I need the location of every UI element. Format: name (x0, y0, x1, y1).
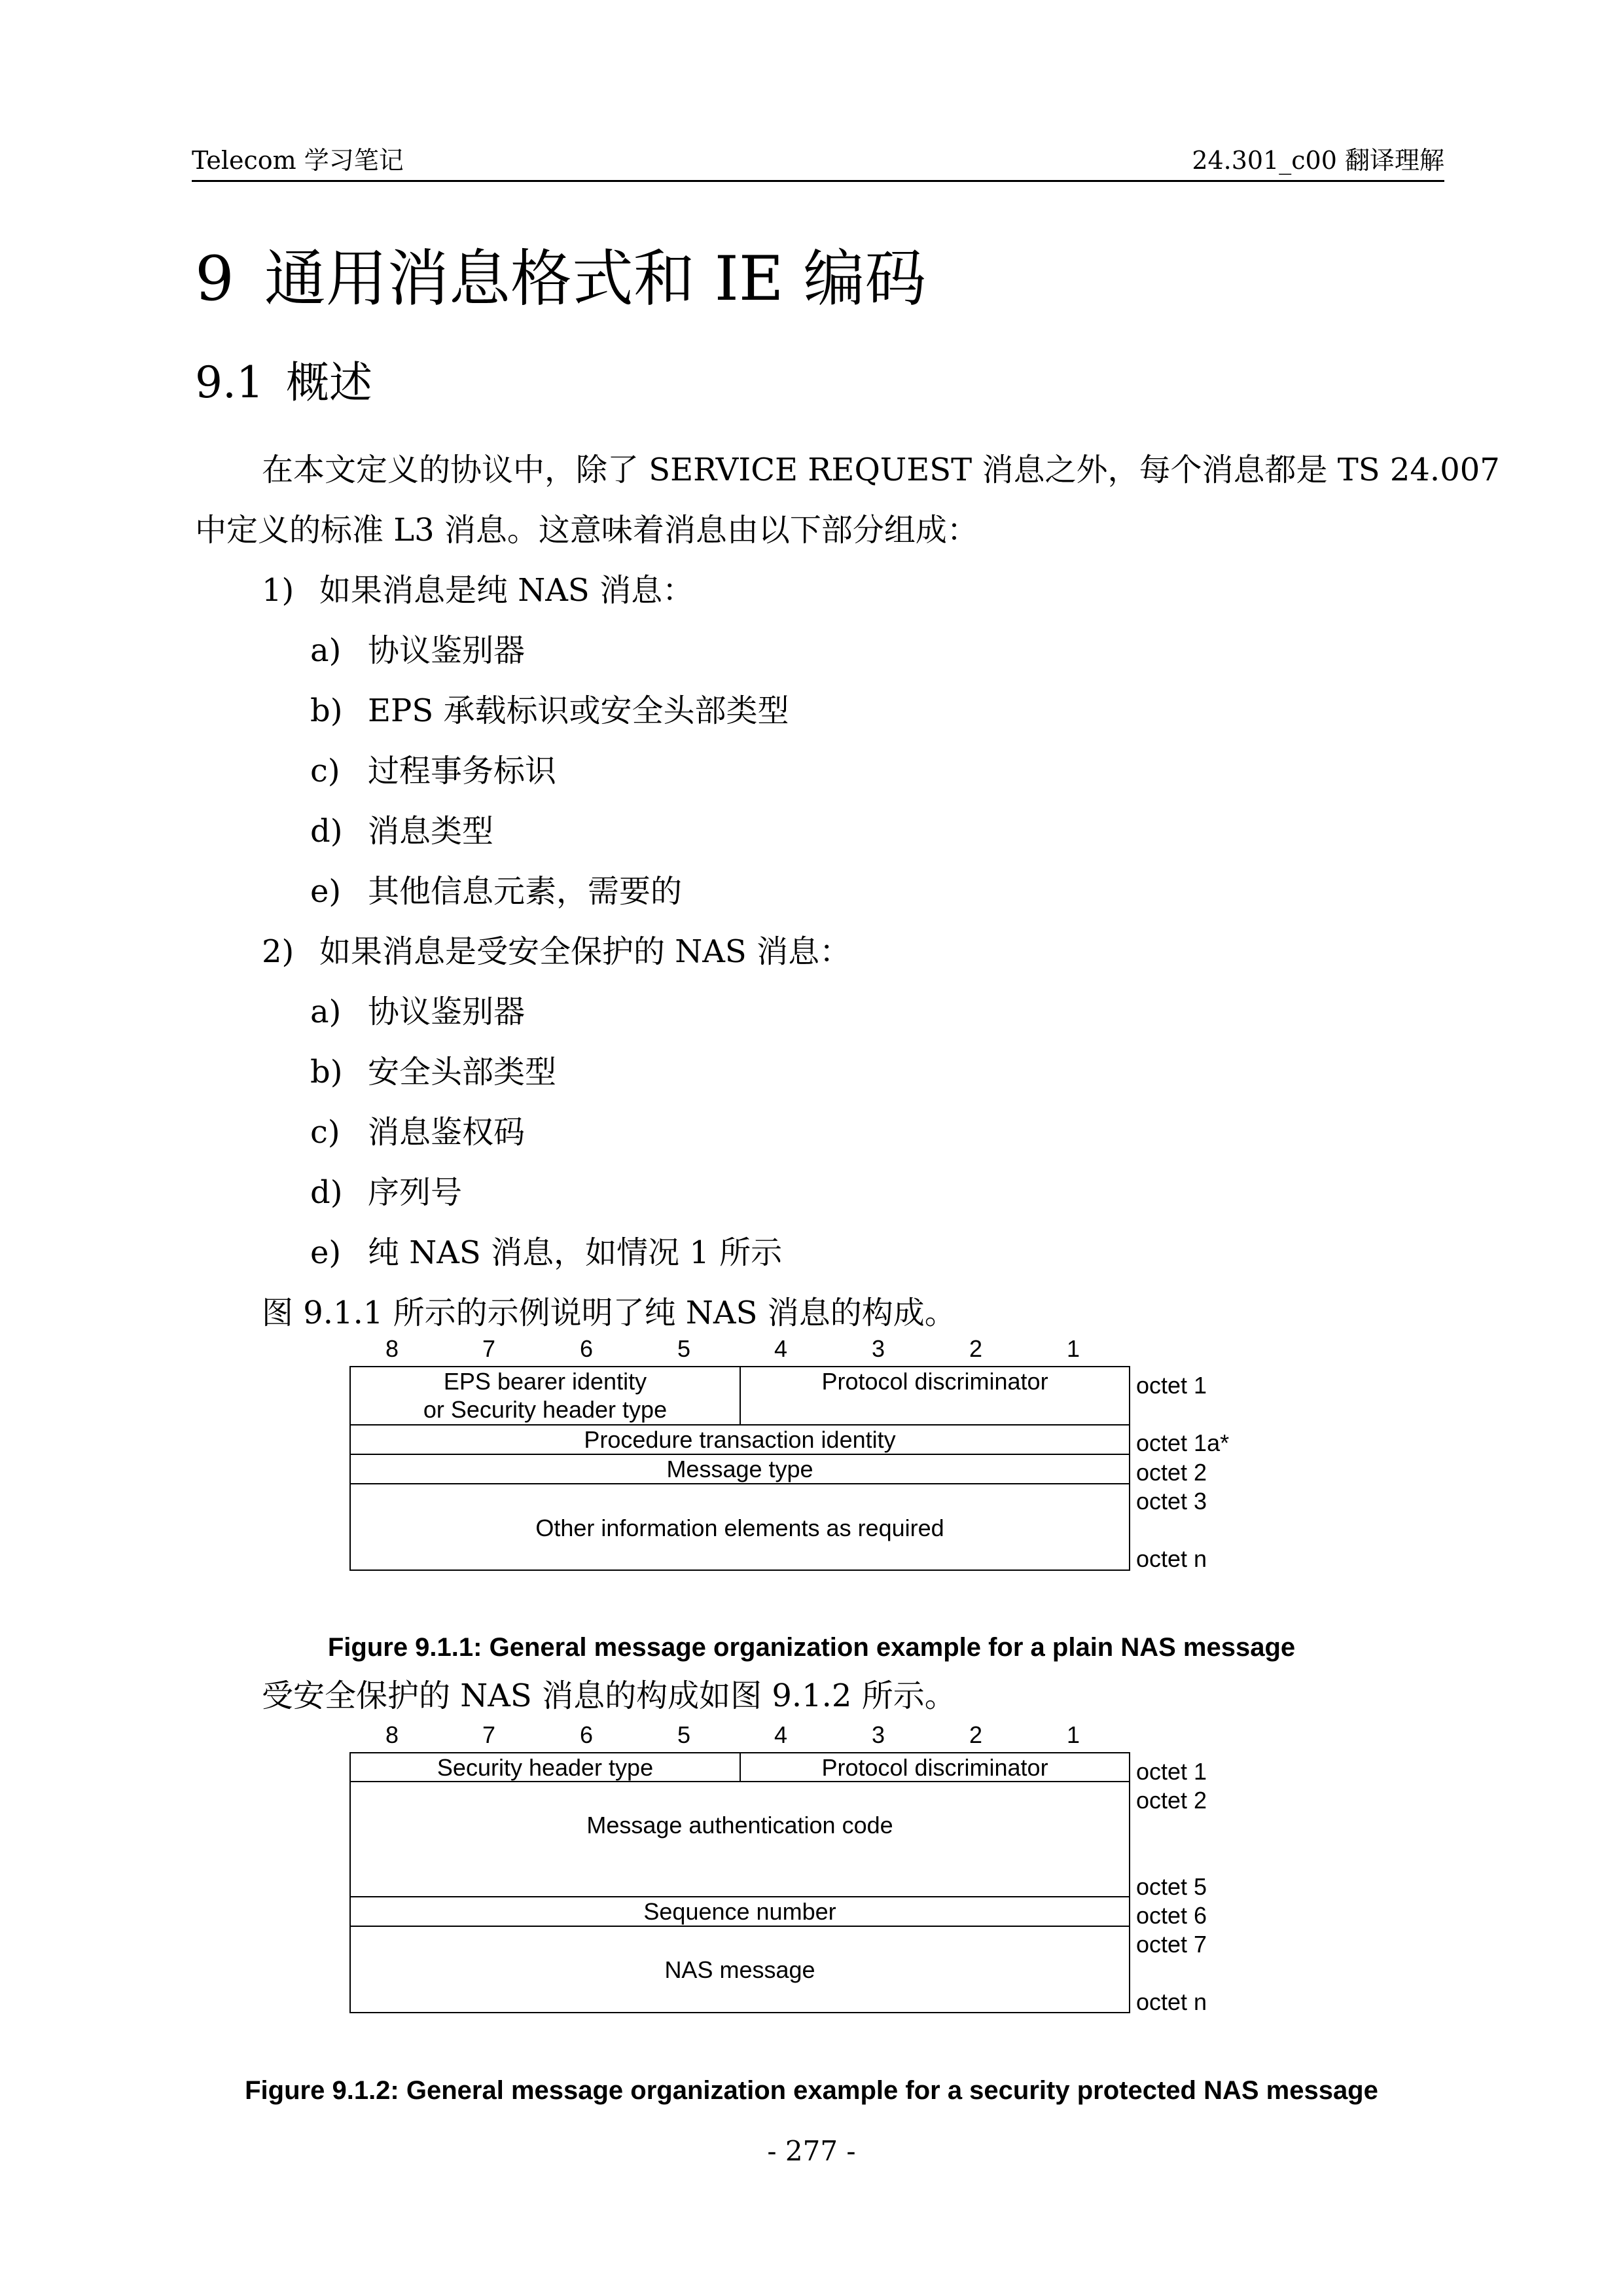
list-text: 其他信息元素，需要的 (368, 873, 683, 910)
figure1-cell-pti: Procedure transaction identity (584, 1426, 896, 1453)
bit-number: 6 (579, 1721, 594, 1748)
list-marker: a) (310, 632, 342, 669)
octet-label: octet 2 (1136, 1787, 1207, 1814)
octet-label: octet 7 (1136, 1931, 1207, 1958)
figure2-cell-security-header-type: Security header type (437, 1754, 654, 1781)
bit-number: 4 (774, 1721, 788, 1748)
bit-number: 4 (774, 1335, 788, 1362)
list-text: 协议鉴别器 (368, 994, 526, 1030)
list-text: 安全头部类型 (368, 1054, 557, 1090)
figure1-caption: Figure 9.1.1: General message organization example for a plain NAS message (327, 1633, 1296, 1662)
octet-label: octet n (1136, 1545, 1207, 1572)
list-text: 如果消息是纯 NAS 消息： (319, 572, 694, 609)
bit-number: 6 (579, 1335, 594, 1362)
figure2-cell-mac: Message authentication code (586, 1812, 893, 1839)
figure1-cell-eps-bearer (351, 1367, 740, 1424)
bit-number: 2 (969, 1335, 983, 1362)
chapter-heading (195, 243, 927, 315)
octet-label: octet 1 (1136, 1372, 1207, 1399)
list-marker: 2) (262, 933, 294, 970)
octet-label: octet 2 (1136, 1459, 1207, 1486)
list-text: 如果消息是受安全保护的 NAS 消息： (319, 933, 851, 970)
octet-label: octet 1 (1136, 1758, 1207, 1785)
bit-number: 1 (1066, 1721, 1080, 1748)
header-rule (192, 180, 1444, 182)
list-text: 序列号 (368, 1174, 463, 1211)
section-heading (195, 357, 372, 408)
list-marker: c) (310, 753, 340, 789)
figure1-intro: 图 9.1.1 所示的示例说明了纯 NAS 消息的构成。 (262, 1295, 956, 1331)
list-marker: a) (310, 994, 342, 1030)
octet-label: octet 1a* (1136, 1429, 1230, 1456)
cell-line: EPS bearer identity (443, 1368, 647, 1395)
list-marker: d) (310, 1174, 343, 1211)
running-header-left: Telecom 学习笔记 (192, 146, 404, 175)
bit-number: 3 (871, 1335, 885, 1362)
list-marker: b) (310, 692, 343, 729)
figure1-cell-message-type: Message type (666, 1456, 813, 1482)
bit-number: 1 (1066, 1335, 1080, 1362)
bit-number: 7 (482, 1721, 496, 1748)
intro-line-2: 中定义的标准 L3 消息。这意味着消息由以下部分组成： (195, 512, 978, 548)
figure2-cell-protocol-discriminator: Protocol discriminator (821, 1754, 1048, 1781)
list-marker: d) (310, 813, 343, 850)
cell-line: or Security header type (423, 1396, 668, 1423)
figure2-cell-nas-message: NAS message (664, 1956, 815, 1983)
bit-number: 2 (969, 1721, 983, 1748)
octet-label: octet n (1136, 1988, 1207, 2015)
running-header-right: 24.301_c00 翻译理解 (1192, 146, 1444, 175)
bit-number: 5 (677, 1335, 691, 1362)
list-text: 协议鉴别器 (368, 632, 526, 669)
figure2-cell-sequence-number: Sequence number (643, 1898, 836, 1925)
bit-number: 8 (385, 1721, 399, 1748)
section-number: 9.1 (195, 357, 264, 408)
list-text: EPS 承载标识或安全头部类型 (368, 692, 789, 729)
figure1-cell-other-ies: Other information elements as required (535, 1515, 944, 1541)
list-marker: c) (310, 1114, 340, 1151)
octet-label: octet 5 (1136, 1873, 1207, 1900)
list-text: 纯 NAS 消息，如情况 1 所示 (368, 1234, 783, 1271)
bit-number: 3 (871, 1721, 885, 1748)
list-text: 消息类型 (368, 813, 494, 850)
list-marker: e) (310, 873, 342, 910)
page-number: - 277 - (767, 2135, 856, 2167)
figure1-divider (350, 1483, 1130, 1484)
bit-number: 8 (385, 1335, 399, 1362)
list-marker: e) (310, 1234, 342, 1271)
chapter-title: 通用消息格式和 IE 编码 (264, 243, 927, 315)
octet-label: octet 3 (1136, 1488, 1207, 1515)
list-marker: 1) (262, 572, 294, 609)
list-marker: b) (310, 1054, 343, 1090)
figure2-caption: Figure 9.1.2: General message organization example for a security protected NAS message (245, 2076, 1378, 2105)
octet-label: octet 6 (1136, 1902, 1207, 1929)
chapter-number: 9 (195, 243, 234, 315)
section-title: 概述 (285, 357, 372, 408)
figure1-cell-protocol-discriminator: Protocol discriminator (821, 1368, 1048, 1395)
bit-number: 5 (677, 1721, 691, 1748)
list-text: 过程事务标识 (368, 753, 557, 789)
figure2-intro: 受安全保护的 NAS 消息的构成如图 9.1.2 所示。 (262, 1677, 956, 1714)
list-text: 消息鉴权码 (368, 1114, 526, 1151)
intro-line-1: 在本文定义的协议中，除了 SERVICE REQUEST 消息之外，每个消息都是 TS 24.007 (262, 452, 1500, 488)
bit-number: 7 (482, 1335, 496, 1362)
figure2-divider (350, 1926, 1130, 1927)
